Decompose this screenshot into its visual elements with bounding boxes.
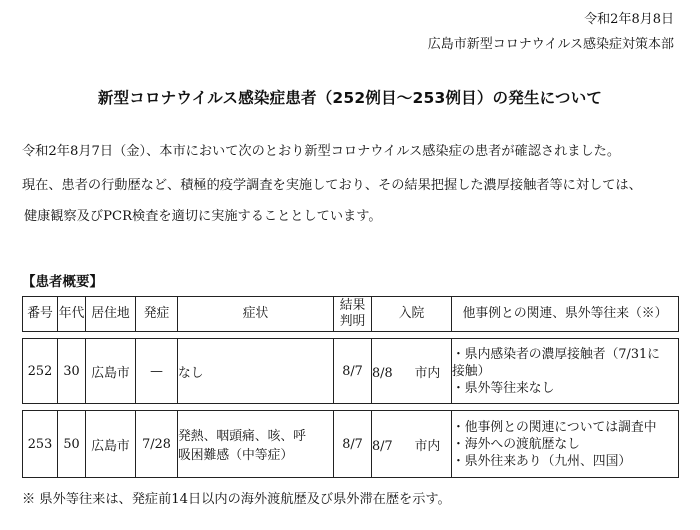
relation-line: ・他事例との関連については調査中 (452, 419, 657, 435)
cell-age: 30 (58, 339, 86, 404)
cell-residence: 広島市 (86, 411, 136, 478)
cell-number: 252 (23, 339, 58, 404)
relation-line: ・県外往来あり（九州、四国） (452, 453, 632, 469)
table-header-row (23, 297, 679, 332)
table-row (23, 411, 679, 478)
section-title-patient-summary: 【患者概要】 (22, 274, 103, 290)
cell-admission (372, 411, 452, 478)
cell-relation (452, 411, 679, 478)
header-result (334, 297, 372, 332)
header-result-line2: 判明 (339, 314, 366, 329)
relation-line: 接触） (452, 363, 491, 379)
paragraph-investigation: 現在、患者の行動歴など、積極的疫学調査を実施しており、その結果把握した濃厚接触者等に対しては、 (22, 178, 642, 193)
cell-result: 8/7 (334, 411, 372, 478)
relation-line: ・県内感染者の濃厚接触者（7/31に (452, 346, 660, 362)
header-age: 年代 (58, 297, 86, 332)
cell-age: 50 (58, 411, 86, 478)
paragraph-pcr: 健康観察及びPCR検査を適切に実施することとしています。 (24, 209, 382, 224)
cell-residence: 広島市 (86, 339, 136, 404)
header-result-line1: 結果 (339, 298, 366, 313)
cell-relation (452, 339, 679, 404)
header-symptoms: 症状 (178, 297, 334, 332)
cell-symptoms (178, 411, 334, 478)
relation-line: ・県外等往来なし (452, 380, 555, 396)
cell-onset: 7/28 (136, 411, 178, 478)
issuing-organization: 広島市新型コロナウイルス感染症対策本部 (427, 37, 674, 52)
header-admission: 入院 (372, 297, 452, 332)
table-row (23, 339, 679, 404)
patient-table (22, 296, 679, 478)
admission-place: 市内 (414, 438, 441, 454)
cell-symptoms (178, 339, 334, 404)
cell-number: 253 (23, 411, 58, 478)
admission-date: 8/8 (372, 365, 393, 381)
paragraph-confirmation: 令和2年8月7日（金）、本市において次のとおり新型コロナウイルス感染症の患者が確認されました。 (22, 144, 621, 159)
relation-line: ・海外への渡航歴なし (452, 436, 580, 452)
table-spacer (23, 404, 679, 411)
cell-result: 8/7 (334, 339, 372, 404)
header-onset: 発症 (136, 297, 178, 332)
header-relation: 他事例との関連、県外等往来（※） (452, 297, 679, 332)
header-residence: 居住地 (86, 297, 136, 332)
header-number: 番号 (23, 297, 58, 332)
symptoms-line: 吸困難感（中等症） (178, 448, 294, 463)
cell-admission (372, 339, 452, 404)
footnote: ※ 県外等往来は、発症前14日以内の海外渡航歴及び県外滞在歴を示す。 (22, 492, 451, 507)
admission-date: 8/7 (372, 438, 393, 454)
cell-onset: — (136, 339, 178, 404)
symptoms-line: 発熱、咽頭痛、咳、呼 (178, 429, 306, 444)
document-date: 令和2年8月8日 (584, 12, 674, 27)
symptoms-line: なし (178, 365, 204, 381)
admission-place: 市内 (414, 365, 441, 381)
table-spacer (23, 332, 679, 339)
document-title: 新型コロナウイルス感染症患者（252例目～253例目）の発生について (97, 89, 603, 107)
